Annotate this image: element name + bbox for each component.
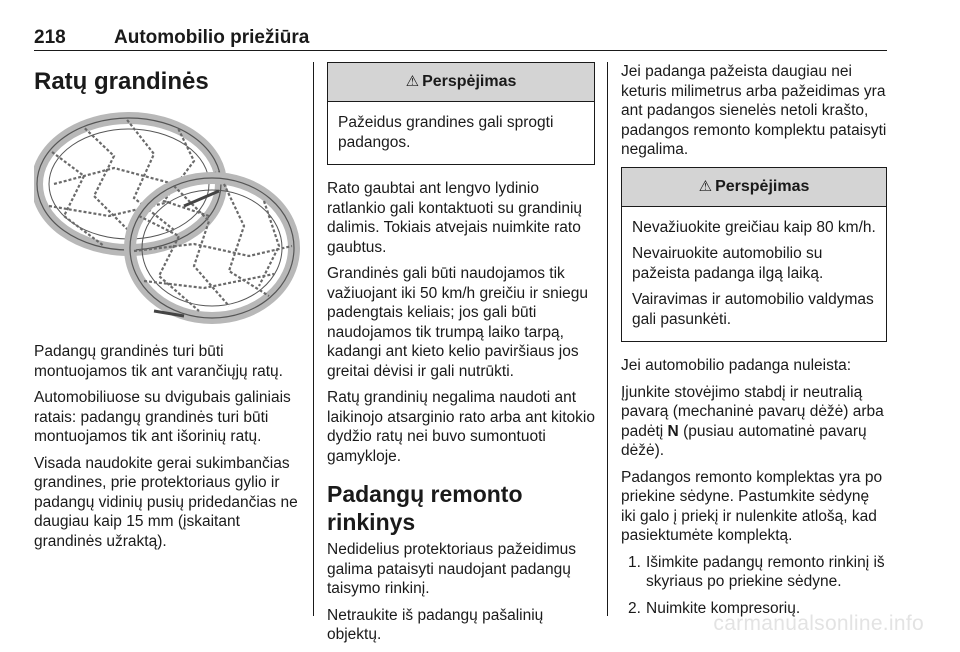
column-right xyxy=(621,62,887,625)
warning-title: Perspėjimas xyxy=(422,73,517,90)
watermark: carmanualsonline.info xyxy=(713,612,924,635)
gear-position-n: N xyxy=(667,422,679,440)
paragraph: Padangų grandinės turi būti montuojamos tik ant varančiųjų ratų. xyxy=(34,343,283,380)
warning-text: Vairavimas ir automobilio valdymas gali pasunkėti. xyxy=(632,291,874,328)
warning-box xyxy=(621,167,887,343)
page-number: 218 xyxy=(34,27,66,48)
chapter-title: Automobilio priežiūra xyxy=(114,27,310,48)
column-left xyxy=(34,62,304,558)
section-title-snow-chains: Ratų grandinės xyxy=(34,68,209,95)
snow-chains-illustration xyxy=(34,106,302,328)
step-number: 2. xyxy=(628,599,641,617)
column-divider-2 xyxy=(607,62,608,616)
warning-box xyxy=(327,62,595,165)
warning-text: Nevairuokite automobilio su pažeista padanga ilgą laiką. xyxy=(632,245,824,282)
steps-list xyxy=(621,553,887,619)
paragraph: Jei padanga pažeista daugiau nei keturis milimetrus arba pažeidimas yra ant padangos sienelės netoli krašto, padangos remonto komplektu pataisyti negalima. xyxy=(621,63,887,158)
paragraph: Visada naudokite gerai sukimbančias grandines, prie protektoriaus gylio ir padangų vidinių pusių pridedančias ne daugiau kaip 15 mm (įskaitant grandinės užraktą). xyxy=(34,454,298,550)
warning-triangle-icon: ⚠ xyxy=(698,177,713,195)
text-fragment: (pusiau automatinė pavarų dėžė). xyxy=(621,422,867,459)
step-number: 1. xyxy=(628,553,641,571)
warning-title: Perspėjimas xyxy=(715,177,810,195)
list-item xyxy=(621,553,887,592)
step-text: Nuimkite kompresorių. xyxy=(646,599,801,617)
section-title-repair-kit: Padangų remonto rinkinys xyxy=(327,481,523,535)
step-text: Išimkite padangų remonto rinkinį iš skyriaus po priekine sėdyne. xyxy=(646,553,885,590)
warning-header xyxy=(622,168,886,207)
paragraph: Netraukite iš padangų pašalinių objektų. xyxy=(327,606,544,643)
paragraph: Ratų grandinių negalima naudoti ant laikinojo atsarginio rato arba ant kitokio dydžio ratų nei buvo sumontuoti gamykloje. xyxy=(327,389,595,465)
page-header xyxy=(34,26,887,51)
paragraph: Padangos remonto komplektas yra po priekine sėdyne. Pastumkite sėdynę iki galo į priekį ir nulenkite atlošą, kad pasiektumėte komplektą. xyxy=(621,468,883,544)
warning-text: Pažeidus grandines gali sprogti padangos. xyxy=(338,114,554,151)
warning-text: Nevažiuokite greičiau kaip 80 km/h. xyxy=(632,218,876,236)
snow-chain-icon xyxy=(34,106,302,328)
paragraph xyxy=(621,383,887,461)
paragraph: Jei automobilio padanga nuleista: xyxy=(621,357,852,374)
warning-triangle-icon: ⚠ xyxy=(405,73,420,90)
column-divider-1 xyxy=(313,62,314,616)
paragraph: Grandinės gali būti naudojamos tik važiuojant iki 50 km/h greičiu ir sniegu padengtais keliais; jos gali būti naudojamos tik trumpą laiko tarpą, kadangi ant kieto kelio paviršiaus jos greitai dėvisi ir gali nutrūkti. xyxy=(327,265,589,380)
warning-body xyxy=(328,102,594,164)
warning-header xyxy=(328,63,594,102)
paragraph: Rato gaubtai ant lengvo lydinio ratlankio gali kontaktuoti su grandinių dalimis. Tokiais atvejais nuimkite rato gaubtus. xyxy=(327,180,583,256)
paragraph: Nedidelius protektoriaus pažeidimus galima pataisyti naudojant padangų taisymo rinkinį. xyxy=(327,541,576,597)
warning-body xyxy=(622,207,886,342)
text-fragment: Įjunkite stovėjimo stabdį ir neutralią pavarą (mechaninė pavarų dėžė) arba padėtį xyxy=(621,383,884,440)
paragraph: Automobiliuose su dvigubais galiniais ratais: padangų grandinės turi būti montuojamos tik ant išorinių ratų. xyxy=(34,389,291,445)
column-middle xyxy=(327,62,595,652)
